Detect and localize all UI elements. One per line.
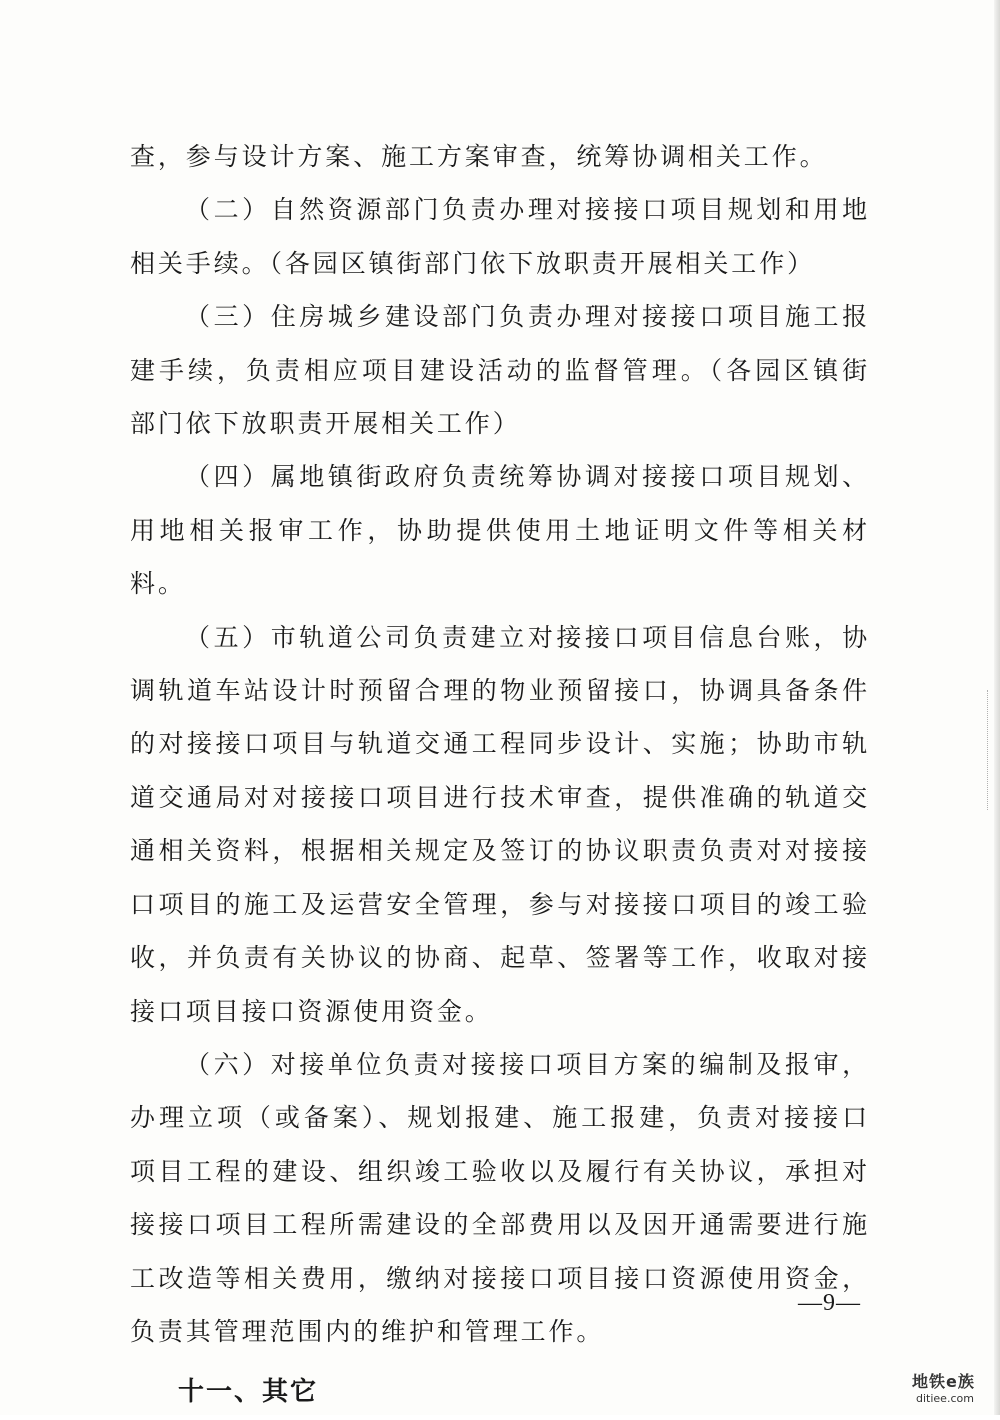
- paragraph-item-5: （五）市轨道公司负责建立对接接口项目信息台账，协调轨道车站设计时预留合理的物业预留接口，协调具备条件的对接接口项目与轨道交通工程同步设计、实施；协助市轨道交通局对对接接口项目进行技术审查，提供准确的轨道交通相关资料，根据相关规定及签订的协议职责负责对对接接口项目的施工及运营安全管理，参与对接接口项目的竣工验收，并负责有关协议的协商、起草、签署等工作，收取对接接口项目接口资源使用资金。: [130, 622, 870, 1026]
- scan-binding-mark: [987, 690, 1000, 810]
- paragraph-continuation: 查，参与设计方案、施工方案审查，统筹协调相关工作。: [130, 142, 828, 171]
- site-watermark: [912, 1372, 996, 1412]
- paragraph-item-4: （四）属地镇街政府负责统筹协调对接接口项目规划、用地相关报审工作，协助提供使用土地证明文件等相关材料。: [130, 462, 870, 599]
- section-heading: 十一、其它: [178, 1377, 319, 1408]
- page-number: —9—: [798, 1290, 861, 1316]
- paragraph-item-2: （二）自然资源部门负责办理对接接口项目规划和用地相关手续。（各园区镇街部门依下放职责开展相关工作）: [130, 195, 870, 278]
- watermark-site: ditiee.com: [916, 1392, 974, 1405]
- paragraph-item-3: （三）住房城乡建设部门负责办理对接接口项目施工报建手续，负责相应项目建设活动的监督管理。（各园区镇街部门依下放职责开展相关工作）: [130, 302, 870, 439]
- watermark-name: 地铁e族: [912, 1372, 975, 1391]
- document-body: [130, 130, 870, 1420]
- paragraph-item-6: （六）对接单位负责对接接口项目方案的编制及报审，办理立项（或备案）、规划报建、施工报建，负责对接接口项目工程的建设、组织竣工验收以及履行有关协议，承担对接接口项目工程所需建设的全部费用以及因开通需要进行施工改造等相关费用，缴纳对接接口项目接口资源使用资金，负责其管理范围内的维护和管理工作。: [130, 1049, 870, 1346]
